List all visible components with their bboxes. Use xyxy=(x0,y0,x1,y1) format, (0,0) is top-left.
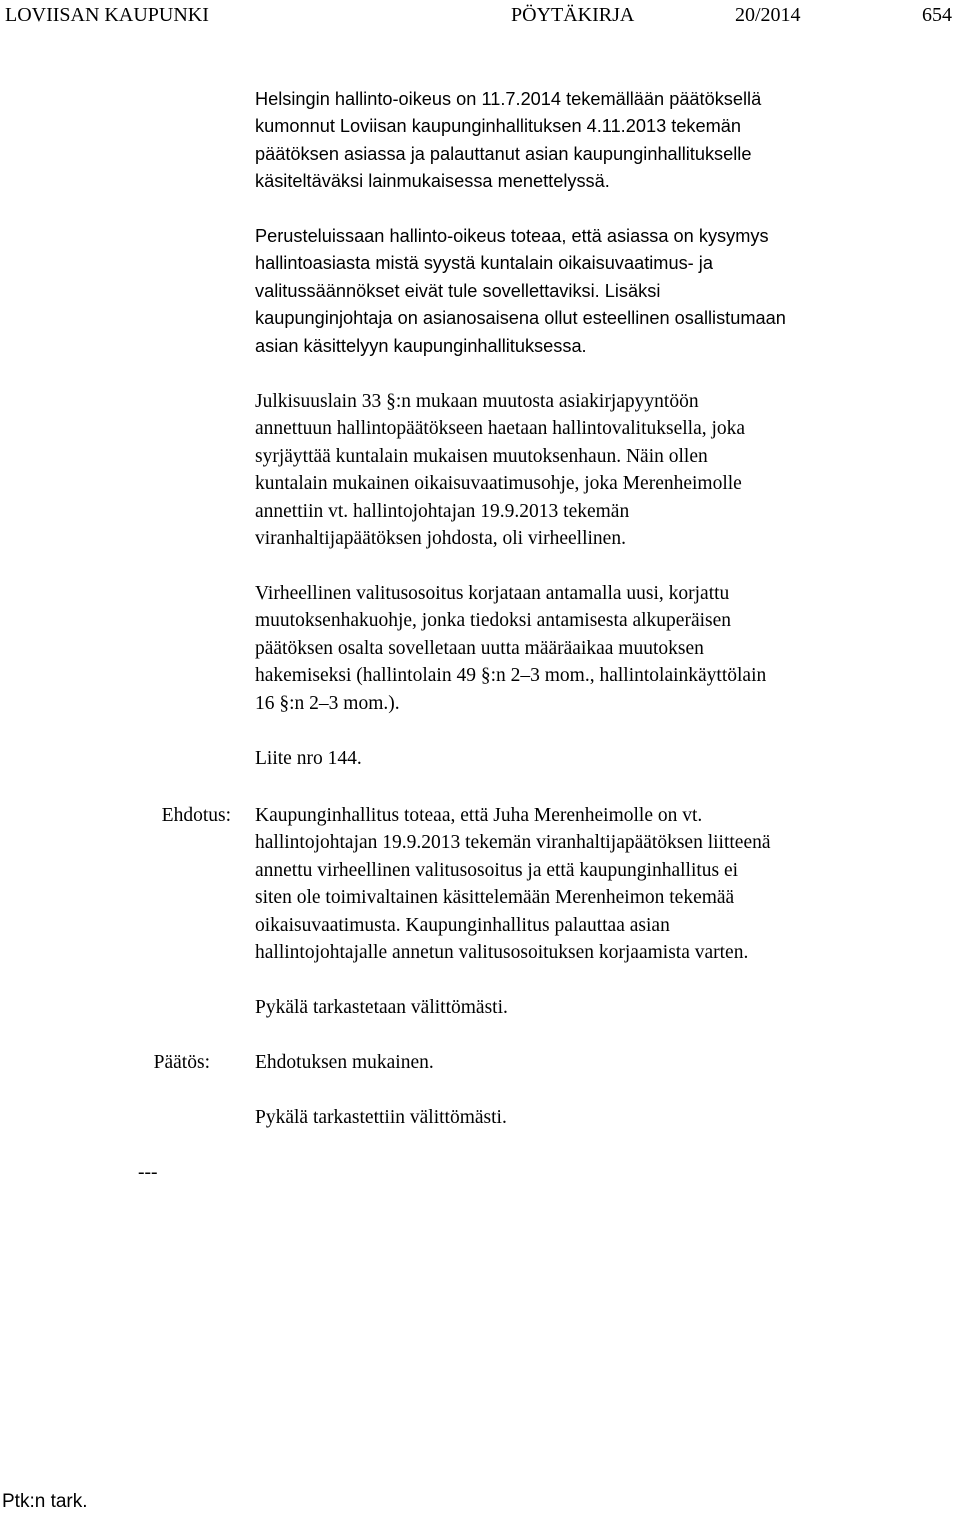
text-line: Virheellinen valitusosoitus korjataan antamalla uusi, korjattu xyxy=(255,583,730,604)
minutes-checker-initials-label: Ptk:n tark. xyxy=(2,1491,88,1512)
text-line: Julkisuuslain 33 §:n mukaan muutosta asiakirjapyyntöön xyxy=(255,391,699,412)
proposal-label: Ehdotus: xyxy=(161,805,231,826)
text-line: syrjäyttää kuntalain mukaisen muutoksenhaun. Näin ollen xyxy=(255,445,708,467)
text-line: annettiin vt. hallintojohtajan 19.9.2013 tekemän xyxy=(255,500,630,522)
text-line: Perusteluissaan hallinto-oikeus toteaa, että asiassa on kysymys xyxy=(255,226,769,246)
proposal-check-note: Pykälä tarkastetaan välittömästi. xyxy=(255,997,508,1018)
text-line: hallintoasiasta mistä syystä kuntalain oikaisuvaatimus- ja xyxy=(255,253,713,274)
attachment-reference: Liite nro 144. xyxy=(255,748,362,769)
decision-label: Päätös: xyxy=(153,1052,210,1073)
section-separator: --- xyxy=(138,1162,158,1183)
text-line: kaupunginjohtaja on asianosaisena ollut esteellinen osallistumaan xyxy=(255,308,786,329)
text-line: annettu virheellinen valitusosoitus ja että kaupunginhallitus ei xyxy=(255,859,739,881)
decision-check-note: Pykälä tarkastettiin välittömästi. xyxy=(255,1107,507,1128)
text-line: käsiteltäväksi lainmukaisessa menettelyssä. xyxy=(255,171,610,192)
text-line: päätöksen osalta sovelletaan uutta määräaikaa muutoksen xyxy=(255,637,704,659)
text-line: kumonnut Loviisan kaupunginhallituksen 4.11.2013 tekemän xyxy=(255,116,742,137)
page-number: 654 xyxy=(922,4,952,26)
document-type: PÖYTÄKIRJA xyxy=(511,4,635,26)
text-line: Helsingin hallinto-oikeus on 11.7.2014 tekemällään päätöksellä xyxy=(255,89,762,109)
decision-text: Ehdotuksen mukainen. xyxy=(255,1052,434,1073)
text-line: oikaisuvaatimusta. Kaupunginhallitus palauttaa asian xyxy=(255,914,670,936)
paragraph-appeal-correction xyxy=(255,580,895,717)
minutes-number: 20/2014 xyxy=(735,4,801,26)
text-line: asian käsittelyyn kaupunginhallituksessa. xyxy=(255,335,587,356)
text-line: Kaupunginhallitus toteaa, että Juha Merenheimolle on vt. xyxy=(255,805,703,826)
paragraph-court-decision xyxy=(255,86,895,196)
text-line: muutoksenhakuohje, jonka tiedoksi antamisesta alkuperäisen xyxy=(255,610,732,632)
text-line: annettuun hallintopäätökseen haetaan hallintovalituksella, joka xyxy=(255,418,746,440)
proposal-text xyxy=(255,802,895,966)
text-line: 16 §:n 2–3 mom.). xyxy=(255,692,400,714)
organization-name: LOVIISAN KAUPUNKI xyxy=(5,4,209,26)
text-line: valitussäännökset eivät tule sovellettaviksi. Lisäksi xyxy=(255,280,661,301)
text-line: hallintojohtajan 19.9.2013 tekemän viranhaltijapäätöksen liitteenä xyxy=(255,832,771,854)
paragraph-publicity-act xyxy=(255,388,895,552)
text-line: kuntalain mukainen oikaisuvaatimusohje, joka Merenheimolle xyxy=(255,473,742,495)
text-line: viranhaltijapäätöksen johdosta, oli virheellinen. xyxy=(255,528,626,550)
text-line: päätöksen asiassa ja palauttanut asian kaupunginhallitukselle xyxy=(255,143,752,164)
text-line: siten ole toimivaltainen käsittelemään Merenheimon tekemää xyxy=(255,887,735,909)
text-line: hakemiseksi (hallintolain 49 §:n 2–3 mom., hallintolainkäyttölain xyxy=(255,665,767,687)
text-line: hallintojohtajalle annetun valitusosoituksen korjaamista varten. xyxy=(255,942,749,964)
paragraph-court-reasoning xyxy=(255,223,895,360)
page-header xyxy=(0,3,960,27)
